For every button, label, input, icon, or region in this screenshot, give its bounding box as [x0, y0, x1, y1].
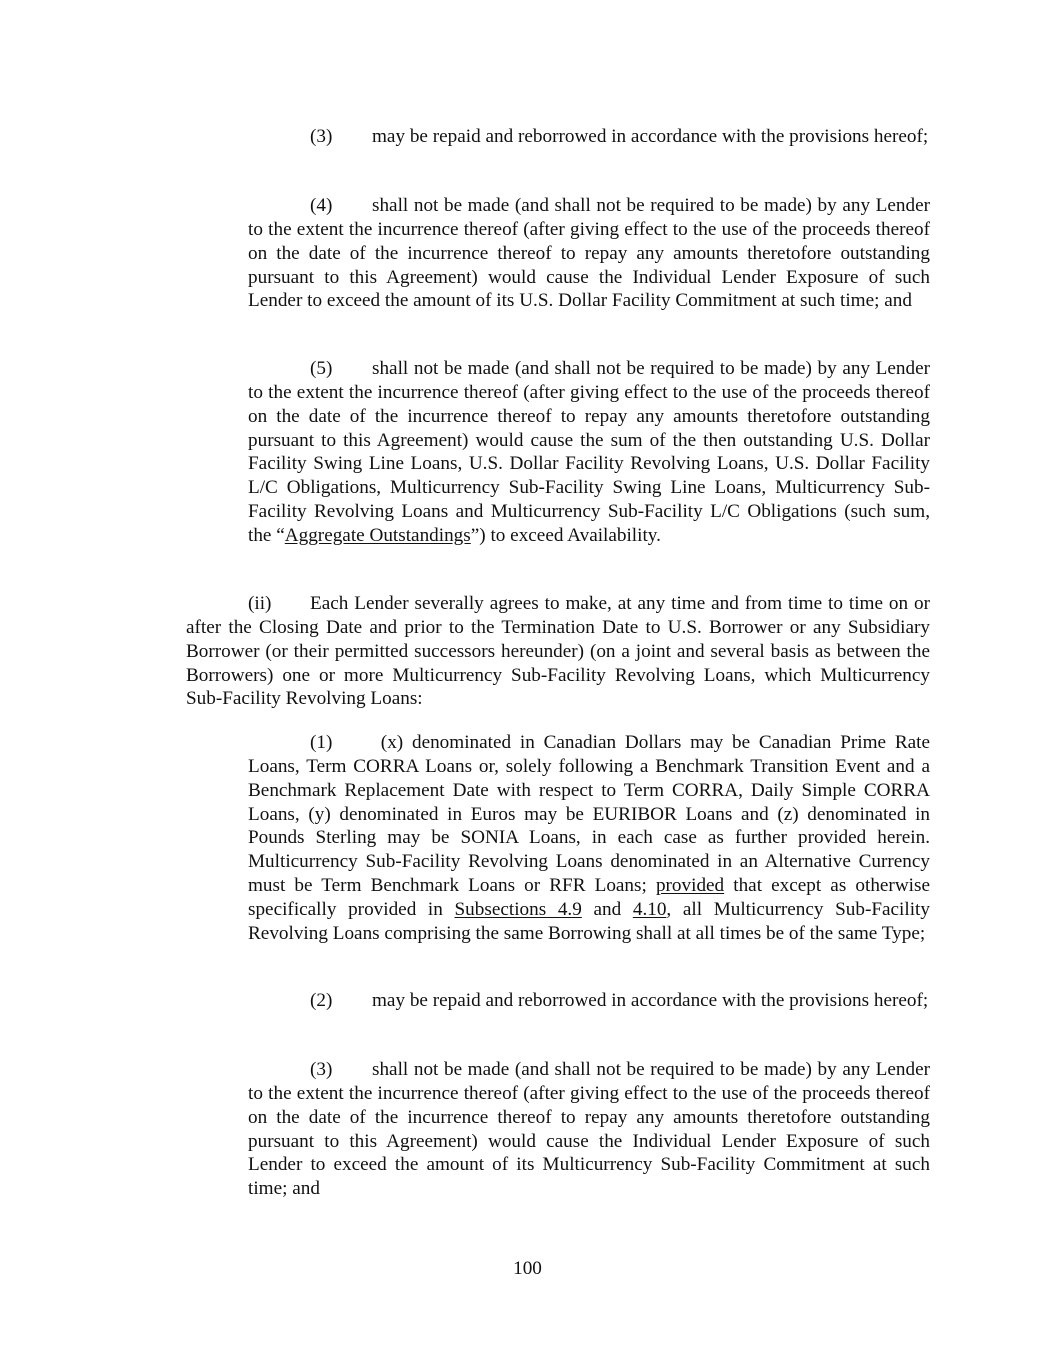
paragraph-number: (3) — [310, 1059, 333, 1080]
reference-4-10: 4.10 — [632, 898, 667, 920]
paragraph-3-multicurrency-commitment — [248, 1058, 930, 1201]
paragraph-1-loan-types — [248, 731, 930, 946]
paragraph-text: may be repaid and reborrowed in accordance with the provisions hereof; — [372, 990, 929, 1011]
paragraph-number: (2) — [310, 990, 333, 1011]
paragraph-text: may be repaid and reborrowed in accordance with the provisions hereof; — [372, 126, 929, 147]
paragraph-5-aggregate-outstandings — [248, 357, 930, 548]
paragraph-number: (3) — [310, 126, 333, 147]
paragraph-number: (4) — [310, 195, 333, 216]
paragraph-text-end: ”) to exceed Availability. — [470, 524, 661, 546]
paragraph-text-3: and — [581, 898, 633, 920]
paragraph-text: Each Lender severally agrees to make, at any time and from time to time on or after the Closing Date and prior to the Termination Date to U.S. Borrower or any Subsidiary Borrower (or their permitted successors hereunder) (on a joint and several basis as between the Borrowers) one or more Multicurrency Sub-Facility Revolving Loans, which Multicurrency Sub-Facility Revolving Loans: — [186, 593, 930, 710]
paragraph-number: (ii) — [248, 593, 272, 614]
paragraph-ii-multicurrency-loans — [186, 592, 930, 711]
paragraph-text: shall not be made (and shall not be required to be made) by any Lender to the extent the incurrence thereof (after giving effect to the use of the proceeds thereof on the date of the incurrence thereof to repay any amounts theretofore outstanding pursuant to this Agreement) would cause the Individual Lender Exposure of such Lender to exceed the amount of its Multicurrency Sub-Facility Commitment at such time; and — [248, 1059, 930, 1200]
paragraph-text: (x) denominated in Canadian Dollars may be Canadian Prime Rate Loans, Term CORRA Loans or, solely following a Benchmark Transition Event and a Benchmark Replacement Date with respect to Term CORRA, Daily Simple CORRA Loans, (y) denominated in Euros may be EURIBOR Loans and (z) denominated in Pounds Sterling may be SONIA Loans, in each case as further provided herein. Multicurrency Sub-Facility Revolving Loans denominated in an Alternative Currency must be Term Benchmark Loans or RFR Loans; — [248, 732, 930, 897]
paragraph-text-4: , all Multicurrency Sub-Facility Revolving Loans comprising the same Borrowing shall at all times be of the same Type; — [248, 898, 930, 944]
page-number: 100 — [513, 1258, 542, 1279]
paragraph-text: shall not be made (and shall not be required to be made) by any Lender to the extent the incurrence thereof (after giving effect to the use of the proceeds thereof on the date of the incurrence thereof to repay any amounts theretofore outstanding pursuant to this Agreement) would cause the sum of the then outstanding U.S. Dollar Facility Swing Line Loans, U.S. Dollar Facility Revolving Loans, U.S. Dollar Facility L/C Obligations, Multicurrency Sub-Facility Swing Line Loans, Multicurrency Sub-Facility Revolving Loans and Multicurrency Sub-Facility L/C Obligations (such sum, the “ — [248, 358, 930, 546]
term-provided: provided — [655, 875, 725, 897]
paragraph-number: (5) — [310, 358, 333, 379]
paragraph-number: (1) — [310, 732, 333, 753]
paragraph-4-us-dollar-commitment — [248, 194, 930, 313]
paragraph-text: shall not be made (and shall not be required to be made) by any Lender to the extent the incurrence thereof (after giving effect to the use of the proceeds thereof on the date of the incurrence thereof to repay any amounts theretofore outstanding pursuant to this Agreement) would cause the Individual Lender Exposure of such Lender to exceed the amount of its U.S. Dollar Facility Commitment at such time; and — [248, 195, 930, 312]
reference-subsections-4-9: Subsections 4.9 — [454, 898, 582, 920]
paragraph-2-repaid — [248, 989, 930, 1013]
defined-term-aggregate-outstandings: Aggregate Outstandings — [284, 524, 471, 546]
paragraph-text-2: that except as otherwise specifically provided in — [248, 875, 930, 920]
paragraph-3-repaid — [248, 125, 930, 149]
